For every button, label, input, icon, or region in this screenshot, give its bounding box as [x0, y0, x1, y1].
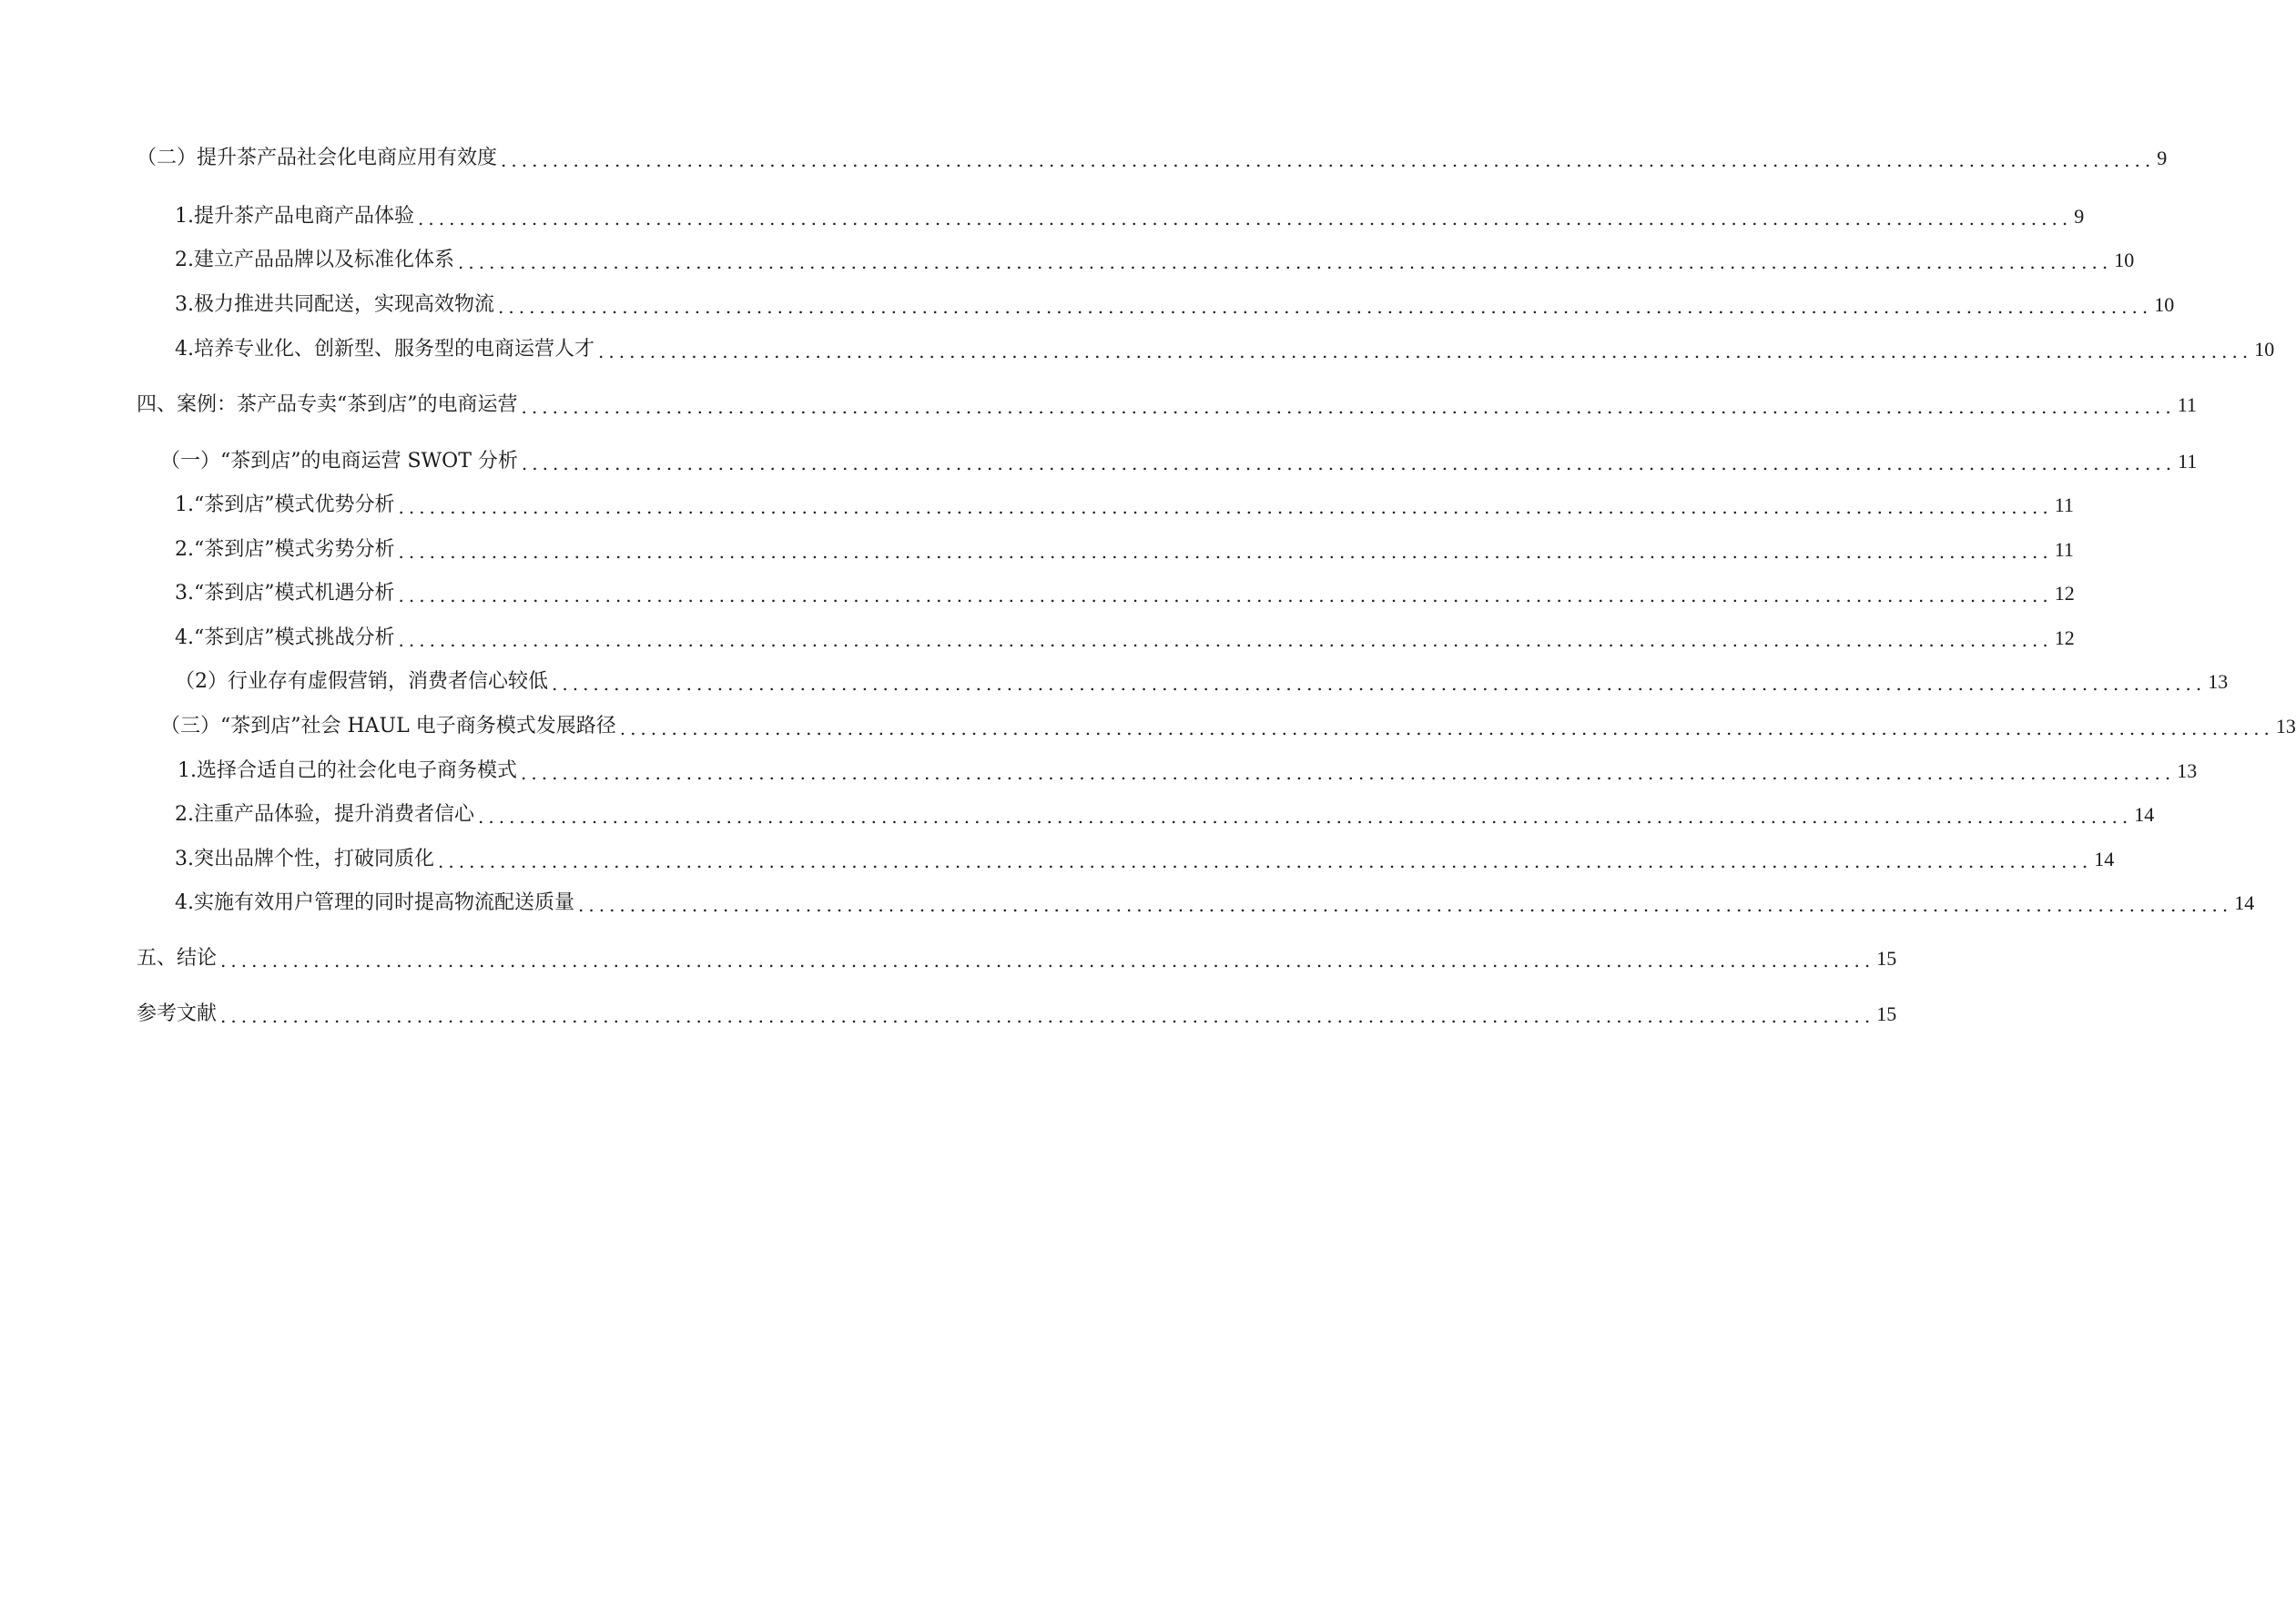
toc-entry-title: （三）“茶到店”社会 HAUL 电子商务模式发展路径 [160, 715, 616, 737]
toc-entry[interactable] [160, 446, 2198, 477]
toc-entry-page: 13 [2275, 715, 2296, 737]
toc-entry-title: 1.提升茶产品电商产品体验 [175, 205, 414, 228]
toc-dot-leader: ................................................................................................................................................................ [398, 585, 2053, 606]
toc-entry[interactable] [175, 578, 2075, 609]
toc-entry-page: 14 [2134, 803, 2155, 826]
toc-entry-page: 9 [2074, 205, 2085, 228]
toc-entry[interactable] [137, 143, 2168, 174]
toc-entry[interactable] [175, 490, 2074, 521]
toc-dot-leader: ................................................................................................................................................................ [458, 251, 2113, 273]
toc-entry-title: 4.培养专业化、创新型、服务型的电商运营人才 [175, 338, 594, 361]
toc-entry-title: 1.“茶到店”模式优势分析 [175, 493, 395, 516]
toc-entry-title: 2.注重产品体验，提升消费者信心 [175, 803, 474, 826]
toc-entry[interactable] [175, 245, 2135, 276]
toc-entry[interactable] [175, 623, 2075, 654]
toc-entry-title: 五、结论 [137, 947, 218, 970]
toc-entry-page: 14 [2094, 848, 2115, 870]
toc-dot-leader: ................................................................................................................................................................ [478, 806, 2133, 828]
toc-entry[interactable] [175, 534, 2074, 565]
toc-dot-leader: ................................................................................................................................................................ [220, 1005, 1875, 1027]
toc-entry-page: 10 [2114, 249, 2135, 271]
toc-dot-leader: ................................................................................................................................................................ [521, 762, 2176, 784]
toc-dot-leader: ................................................................................................................................................................ [398, 541, 2053, 563]
toc-entry[interactable] [160, 711, 2296, 742]
toc-dot-leader: ................................................................................................................................................................ [521, 453, 2177, 474]
toc-entry-page: 12 [2054, 582, 2075, 605]
toc-entry[interactable] [175, 844, 2115, 875]
toc-entry[interactable] [137, 999, 1897, 1030]
toc-entry[interactable] [175, 334, 2275, 365]
toc-entry[interactable] [175, 888, 2255, 919]
toc-dot-leader: ................................................................................................................................................................ [501, 149, 2156, 171]
toc-entry-page: 12 [2054, 626, 2075, 649]
toc-entry-page: 15 [1876, 1002, 1897, 1025]
toc-entry-title: 3.“茶到店”模式机遇分析 [175, 582, 395, 605]
toc-entry-page: 10 [2154, 293, 2175, 316]
toc-entry-title: 四、案例：茶产品专卖“茶到店”的电商运营 [137, 393, 518, 416]
toc-dot-leader: ................................................................................................................................................................ [398, 496, 2053, 518]
toc-dot-leader: ................................................................................................................................................................ [498, 296, 2153, 318]
toc-dot-leader: ................................................................................................................................................................ [438, 850, 2093, 872]
toc-entry-page: 13 [2177, 759, 2198, 782]
toc-entry-title: 参考文献 [137, 1002, 218, 1025]
toc-entry[interactable] [175, 666, 2229, 697]
toc-entry-title: 2.建立产品品牌以及标准化体系 [175, 249, 454, 271]
toc-entry-page: 11 [2177, 393, 2197, 416]
toc-entry-title: （二）提升茶产品社会化电商应用有效度 [137, 147, 498, 169]
toc-entry-title: 4.“茶到店”模式挑战分析 [175, 626, 395, 649]
toc-entry-page: 11 [2178, 450, 2198, 473]
toc-entry[interactable] [137, 390, 2197, 421]
toc-entry-page: 15 [1876, 947, 1897, 970]
toc-dot-leader: ................................................................................................................................................................ [220, 950, 1875, 971]
toc-entry-page: 9 [2157, 147, 2168, 169]
toc-dot-leader: ................................................................................................................................................................ [398, 629, 2053, 651]
toc-entry-title: （2）行业存有虚假营销，消费者信心较低 [175, 670, 548, 693]
toc-entry-page: 14 [2234, 891, 2255, 914]
toc-entry-title: 3.突出品牌个性，打破同质化 [175, 848, 434, 870]
toc-entry-title: 3.极力推进共同配送，实现高效物流 [175, 293, 494, 316]
toc-entry-title: （一）“茶到店”的电商运营 SWOT 分析 [160, 450, 518, 473]
toc-entry-page: 11 [2054, 493, 2074, 516]
toc-entry[interactable] [178, 756, 2198, 787]
toc-entry-title: 4.实施有效用户管理的同时提高物流配送质量 [175, 891, 574, 914]
toc-dot-leader: ................................................................................................................................................................ [521, 396, 2176, 418]
toc-entry-page: 10 [2254, 338, 2275, 361]
toc-entry[interactable] [137, 943, 1897, 974]
toc-dot-leader: ................................................................................................................................................................ [619, 717, 2274, 739]
toc-dot-leader: ................................................................................................................................................................ [578, 894, 2233, 916]
toc-entry-title: 2.“茶到店”模式劣势分析 [175, 538, 395, 561]
toc-entry-title: 1.选择合适自己的社会化电子商务模式 [178, 759, 517, 782]
toc-dot-leader: ................................................................................................................................................................ [552, 673, 2207, 695]
toc-entry[interactable] [175, 290, 2175, 320]
toc-dot-leader: ................................................................................................................................................................ [598, 341, 2253, 362]
toc-entry-page: 13 [2208, 670, 2229, 693]
toc-dot-leader: ................................................................................................................................................................ [418, 208, 2073, 229]
toc-entry[interactable] [175, 799, 2155, 830]
toc-entry-page: 11 [2054, 538, 2074, 561]
toc-entry[interactable] [175, 201, 2085, 232]
